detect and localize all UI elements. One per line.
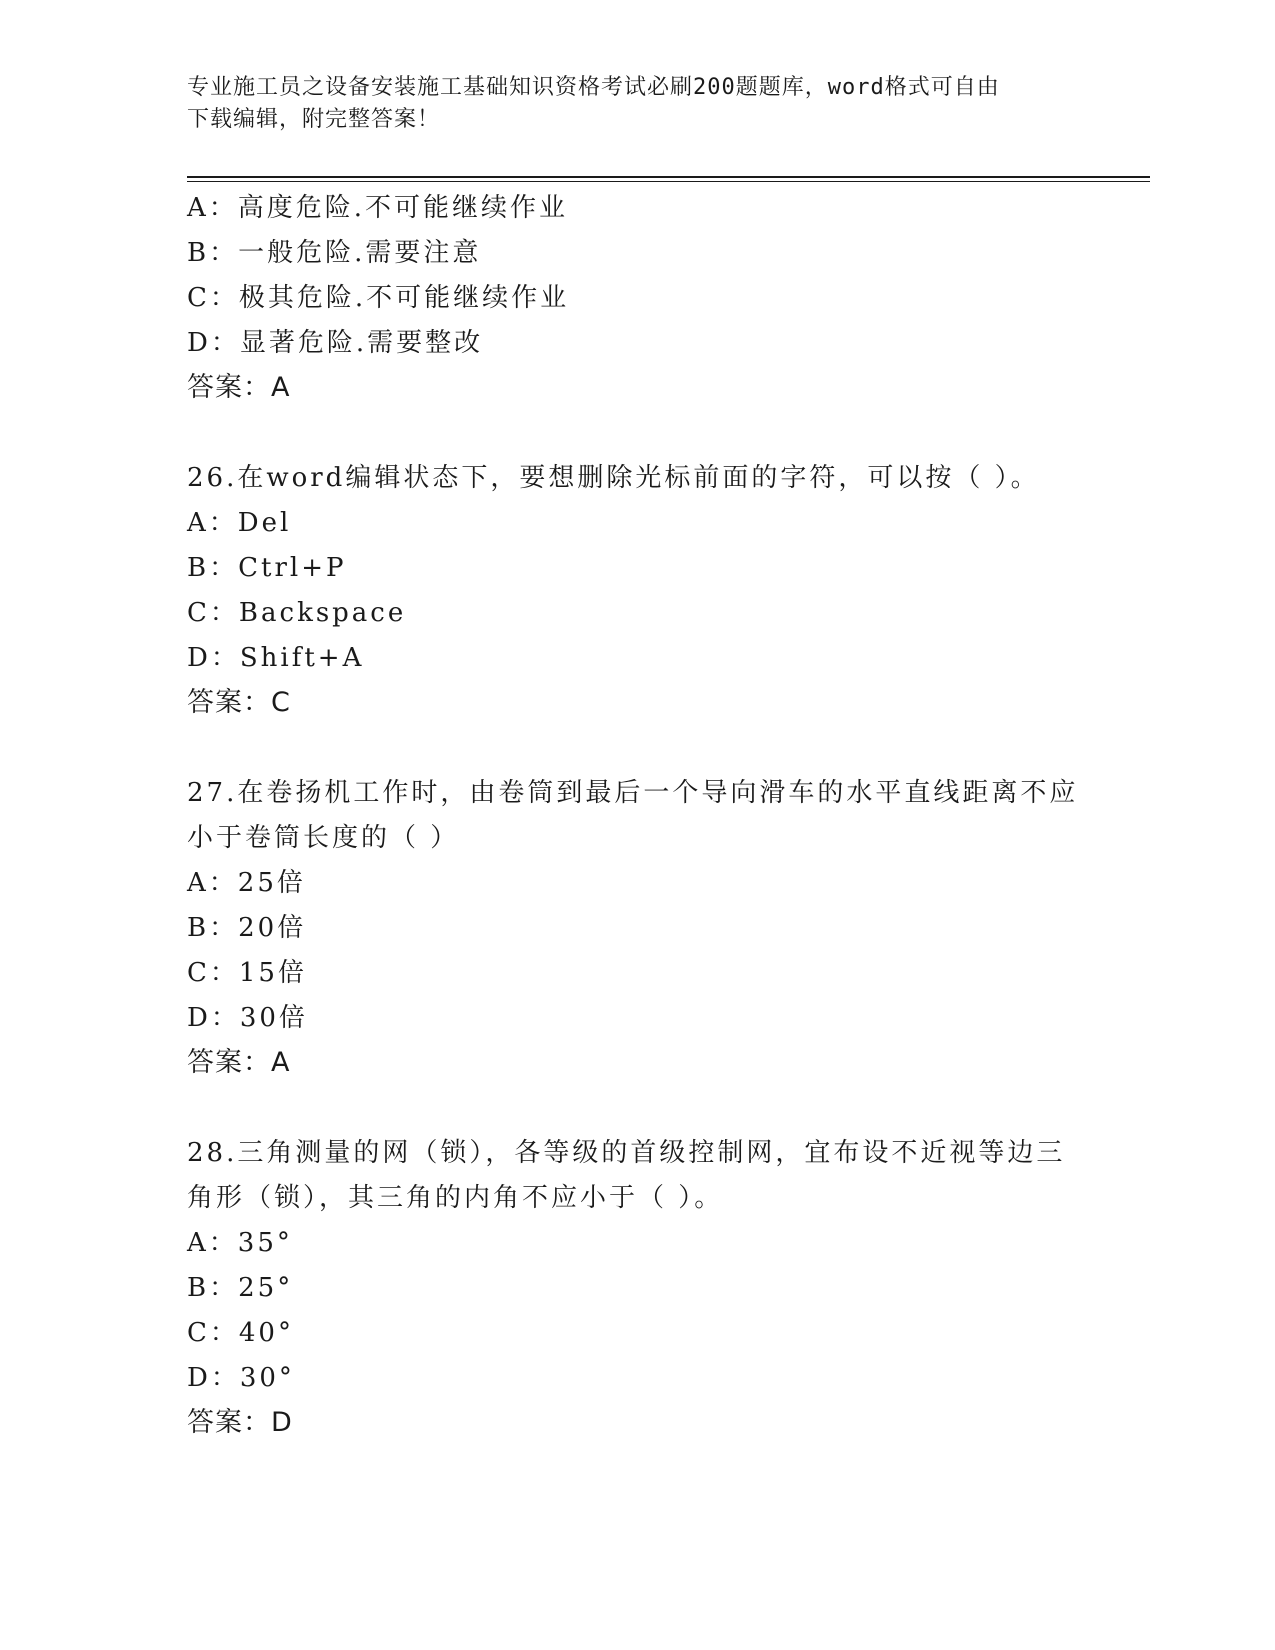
q26-option-d: D：Shift+A <box>187 643 365 673</box>
q26-option-a: A：Del <box>187 508 292 538</box>
q27-option-a: A：25倍 <box>187 868 306 898</box>
q25-answer: 答案：A <box>187 372 291 403</box>
q28-option-b: B：25° <box>187 1273 294 1303</box>
q27-stem-line-2: 小于卷筒长度的（ ） <box>187 823 460 853</box>
header-line-2: 下载编辑，附完整答案！ <box>187 107 441 132</box>
q28-stem-line-1: 28.三角测量的网（锁），各等级的首级控制网，宜布设不近视等边三 <box>187 1138 1066 1168</box>
header-divider-thick <box>187 176 1150 178</box>
q28-option-a: A：35° <box>187 1228 293 1258</box>
q28-option-d: D：30° <box>187 1363 295 1393</box>
header-divider-thin <box>187 181 1150 182</box>
q27-option-c: C：15倍 <box>187 958 307 988</box>
q28-option-c: C：40° <box>187 1318 294 1348</box>
q28-answer: 答案：D <box>187 1407 293 1438</box>
q25-option-a: A：高度危险.不可能继续作业 <box>187 193 569 223</box>
q26-option-c: C：Backspace <box>187 598 407 628</box>
q25-option-c: C：极其危险.不可能继续作业 <box>187 283 570 313</box>
q27-option-b: B：20倍 <box>187 913 307 943</box>
q26-stem: 26.在word编辑状态下，要想删除光标前面的字符，可以按（ ）。 <box>187 463 1040 493</box>
q27-option-d: D：30倍 <box>187 1003 308 1033</box>
q27-answer: 答案：A <box>187 1047 291 1078</box>
q26-option-b: B：Ctrl+P <box>187 553 347 583</box>
q25-option-d: D：显著危险.需要整改 <box>187 328 484 358</box>
q25-option-b: B：一般危险.需要注意 <box>187 238 482 268</box>
q28-stem-line-2: 角形（锁），其三角的内角不应小于（ ）。 <box>187 1183 724 1213</box>
q26-answer: 答案：C <box>187 687 291 718</box>
header-line-1: 专业施工员之设备安装施工基础知识资格考试必刷200题题库，word格式可自由 <box>187 75 1000 100</box>
document-header <box>187 72 1087 136</box>
q27-stem-line-1: 27.在卷扬机工作时，由卷筒到最后一个导向滑车的水平直线距离不应 <box>187 778 1079 808</box>
